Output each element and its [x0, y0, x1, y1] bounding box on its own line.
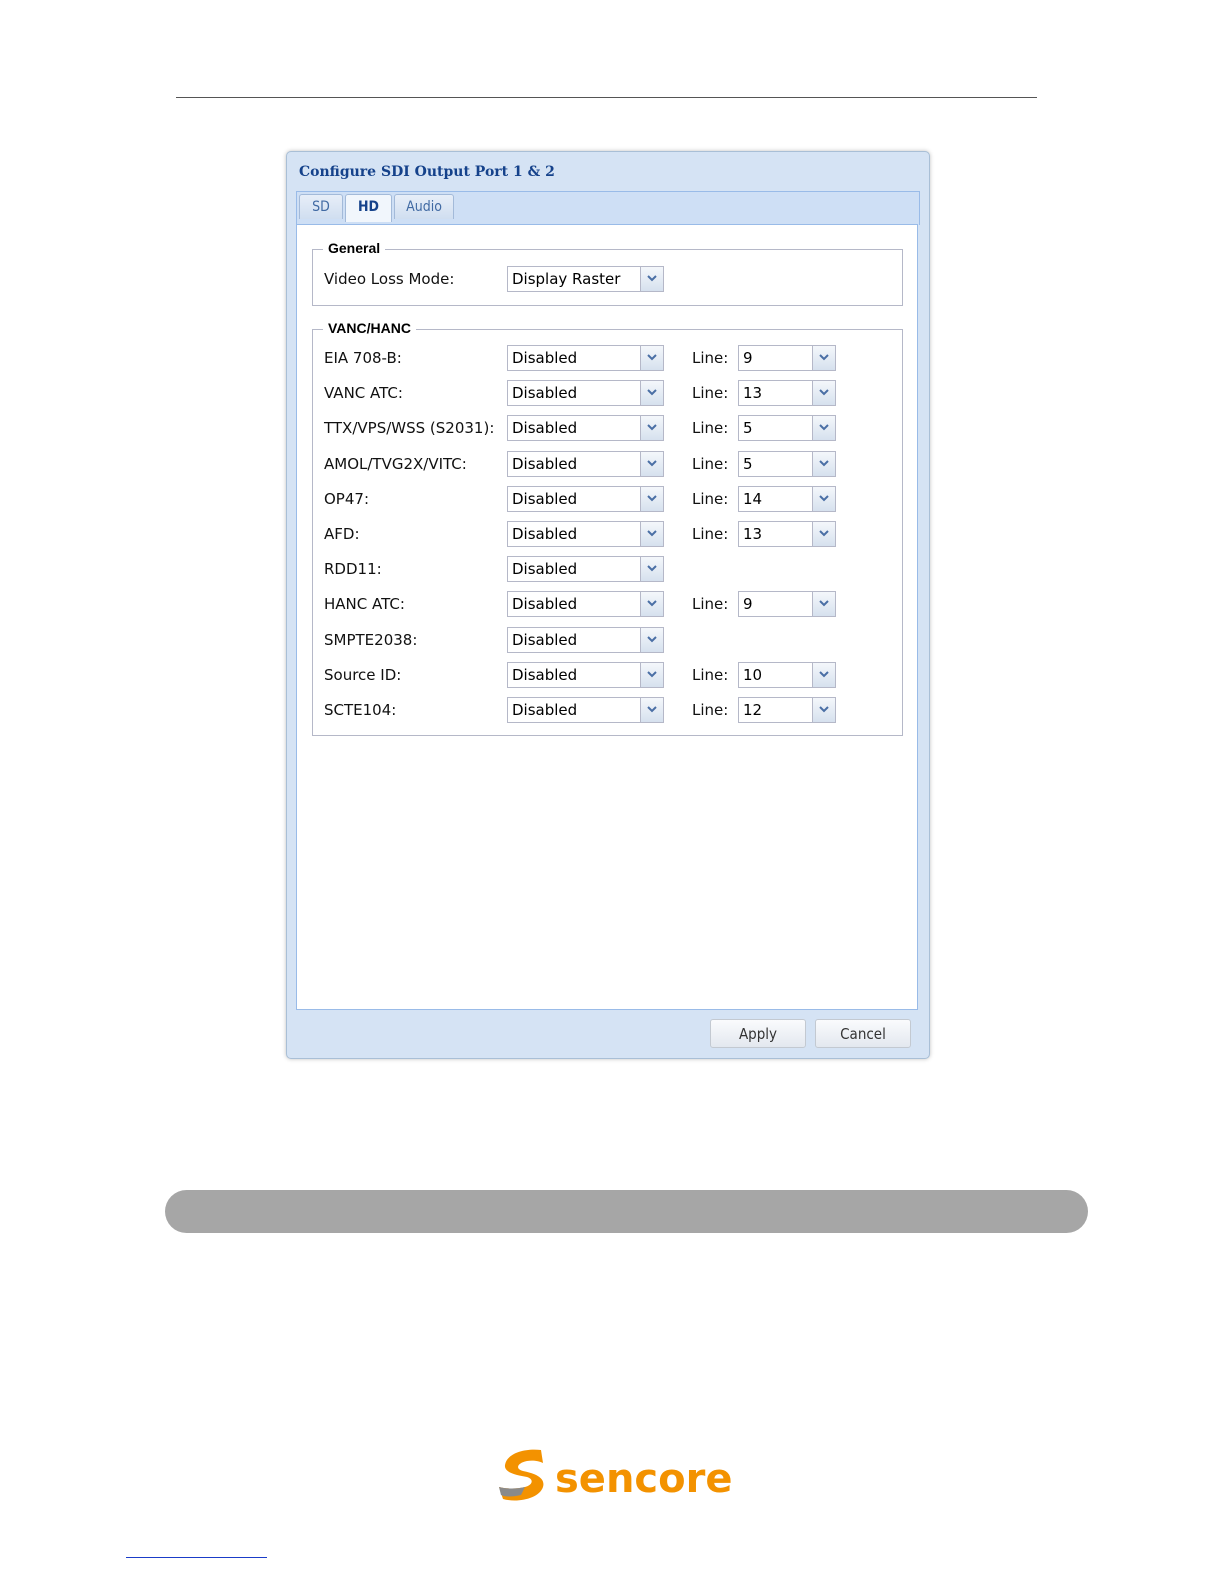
- line-number-select[interactable]: [738, 345, 836, 371]
- vanc-mode-value: Disabled: [512, 595, 578, 613]
- tab-hd[interactable]: HD: [345, 194, 392, 222]
- tab-panel: [296, 224, 918, 1010]
- dialog-title: Configure SDI Output Port 1 & 2: [299, 164, 555, 180]
- vanc-mode-value: Disabled: [512, 701, 578, 719]
- vanc-row-label: VANC ATC:: [324, 384, 403, 402]
- video-loss-mode-select[interactable]: [507, 266, 664, 292]
- line-number-value: 5: [743, 455, 753, 473]
- chevron-down-icon[interactable]: [812, 663, 835, 687]
- chevron-down-icon[interactable]: [812, 698, 835, 722]
- chevron-down-icon[interactable]: [640, 346, 663, 370]
- chevron-down-icon[interactable]: [640, 487, 663, 511]
- vanc-mode-select[interactable]: [507, 697, 664, 723]
- line-label: Line:: [692, 384, 729, 402]
- vanc-mode-value: Disabled: [512, 631, 578, 649]
- vanc-mode-select[interactable]: [507, 451, 664, 477]
- chevron-down-icon[interactable]: [640, 381, 663, 405]
- vanc-mode-select[interactable]: [507, 556, 664, 582]
- vanc-mode-select[interactable]: [507, 627, 664, 653]
- sencore-logo: [497, 1447, 733, 1507]
- line-number-value: 13: [743, 525, 763, 543]
- line-label: Line:: [692, 666, 729, 684]
- configure-sdi-dialog: [286, 151, 930, 1059]
- line-number-select[interactable]: [738, 662, 836, 688]
- video-loss-mode-label: Video Loss Mode:: [324, 270, 455, 288]
- vanc-row-label: SCTE104:: [324, 701, 397, 719]
- vanc-mode-select[interactable]: [507, 415, 664, 441]
- line-number-value: 13: [743, 384, 763, 402]
- tab-audio[interactable]: Audio: [394, 194, 454, 219]
- line-number-value: 14: [743, 490, 763, 508]
- line-label: Line:: [692, 349, 729, 367]
- chevron-down-icon[interactable]: [640, 698, 663, 722]
- header-rule: [176, 97, 1037, 98]
- vanc-mode-value: Disabled: [512, 560, 578, 578]
- line-label: Line:: [692, 525, 729, 543]
- tab-strip: [296, 191, 920, 225]
- chevron-down-icon[interactable]: [812, 522, 835, 546]
- vanc-mode-value: Disabled: [512, 490, 578, 508]
- vanc-row-label: SMPTE2038:: [324, 631, 418, 649]
- chevron-down-icon[interactable]: [640, 663, 663, 687]
- vanc-mode-value: Disabled: [512, 419, 578, 437]
- vanc-mode-value: Disabled: [512, 525, 578, 543]
- vanc-row-label: EIA 708-B:: [324, 349, 402, 367]
- vanc-row-label: OP47:: [324, 490, 369, 508]
- line-label: Line:: [692, 595, 729, 613]
- line-label: Line:: [692, 455, 729, 473]
- svg-text:sencore: sencore: [555, 1456, 733, 1502]
- vanc-row-label: AFD:: [324, 525, 360, 543]
- line-number-select[interactable]: [738, 591, 836, 617]
- line-number-value: 10: [743, 666, 763, 684]
- line-number-select[interactable]: [738, 451, 836, 477]
- apply-button[interactable]: Apply: [710, 1019, 806, 1048]
- line-number-select[interactable]: [738, 415, 836, 441]
- footer-link-underline: [126, 1557, 267, 1558]
- line-label: Line:: [692, 419, 729, 437]
- section-divider-bar: [165, 1190, 1088, 1233]
- chevron-down-icon[interactable]: [640, 452, 663, 476]
- chevron-down-icon[interactable]: [640, 592, 663, 616]
- vanc-mode-value: Disabled: [512, 349, 578, 367]
- vanc-row-label: RDD11:: [324, 560, 382, 578]
- chevron-down-icon[interactable]: [812, 487, 835, 511]
- chevron-down-icon[interactable]: [640, 267, 663, 291]
- vanc-mode-select[interactable]: [507, 591, 664, 617]
- cancel-button[interactable]: Cancel: [815, 1019, 911, 1048]
- line-number-select[interactable]: [738, 486, 836, 512]
- chevron-down-icon[interactable]: [812, 592, 835, 616]
- vanc-row-label: AMOL/TVG2X/VITC:: [324, 455, 467, 473]
- line-number-value: 9: [743, 349, 753, 367]
- chevron-down-icon[interactable]: [640, 557, 663, 581]
- chevron-down-icon[interactable]: [812, 416, 835, 440]
- line-number-select[interactable]: [738, 697, 836, 723]
- tab-sd[interactable]: SD: [299, 194, 343, 219]
- vanc-row-label: Source ID:: [324, 666, 402, 684]
- general-legend: General: [323, 240, 385, 256]
- line-number-value: 5: [743, 419, 753, 437]
- vanc-mode-value: Disabled: [512, 455, 578, 473]
- chevron-down-icon[interactable]: [812, 452, 835, 476]
- vanc-mode-value: Disabled: [512, 384, 578, 402]
- chevron-down-icon[interactable]: [640, 522, 663, 546]
- chevron-down-icon[interactable]: [640, 416, 663, 440]
- line-label: Line:: [692, 701, 729, 719]
- vanc-mode-select[interactable]: [507, 521, 664, 547]
- line-number-value: 9: [743, 595, 753, 613]
- line-number-select[interactable]: [738, 380, 836, 406]
- chevron-down-icon[interactable]: [812, 381, 835, 405]
- line-label: Line:: [692, 490, 729, 508]
- chevron-down-icon[interactable]: [812, 346, 835, 370]
- video-loss-mode-value: Display Raster: [512, 270, 621, 288]
- line-number-value: 12: [743, 701, 763, 719]
- chevron-down-icon[interactable]: [640, 628, 663, 652]
- vanc-mode-select[interactable]: [507, 380, 664, 406]
- vanc-mode-select[interactable]: [507, 662, 664, 688]
- vanc-row-label: HANC ATC:: [324, 595, 405, 613]
- vanc-row-label: TTX/VPS/WSS (S2031):: [324, 419, 495, 437]
- vanc-mode-select[interactable]: [507, 486, 664, 512]
- line-number-select[interactable]: [738, 521, 836, 547]
- vanc-hanc-legend: VANC/HANC: [323, 320, 416, 336]
- vanc-mode-value: Disabled: [512, 666, 578, 684]
- vanc-mode-select[interactable]: [507, 345, 664, 371]
